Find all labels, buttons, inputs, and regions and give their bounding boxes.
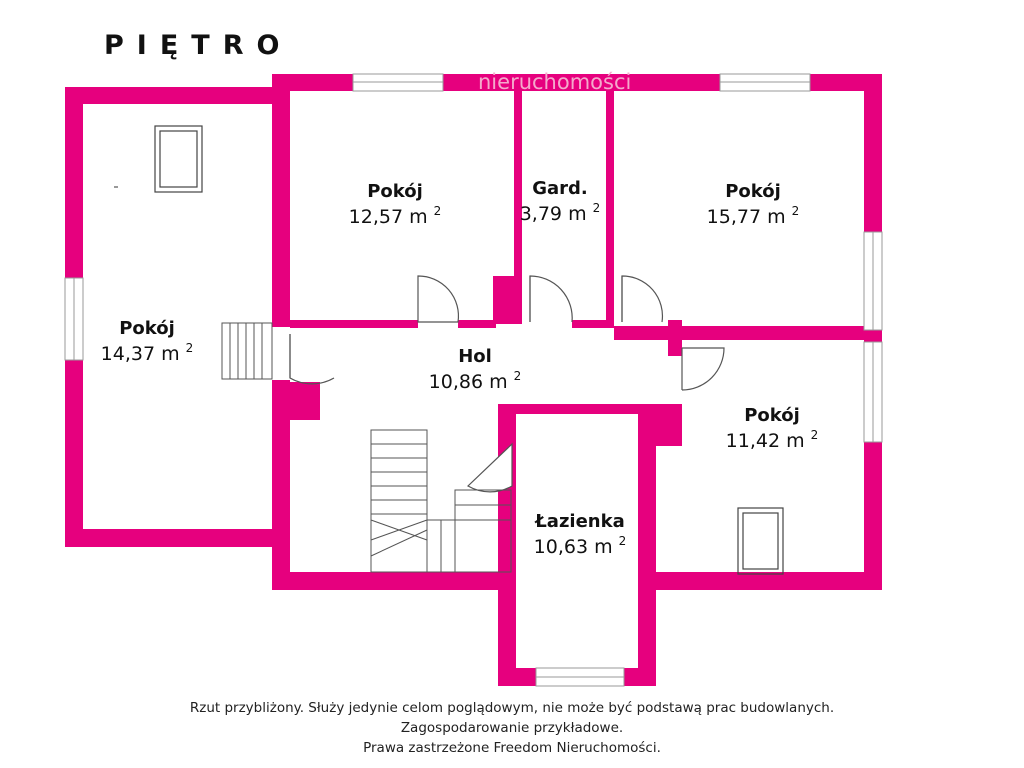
room-label-pokoj-2: Pokój 12,57 m $^2$ (348, 181, 442, 228)
stairs-main (371, 430, 511, 572)
stairs-left (222, 323, 272, 379)
watermark: nieruchomości (478, 70, 632, 94)
floor-title: PIĘTRO (104, 30, 293, 61)
room-label-pokoj-3: Pokój 15,77 m $^2$ (706, 181, 800, 228)
room-label-gard: Gard. 3,79 m $^2$ (519, 178, 601, 225)
room-label-hol: Hol 10,86 m $^2$ (428, 346, 522, 393)
disclaimer-line-2: Zagospodarowanie przykładowe. (400, 720, 624, 736)
disclaimer (0, 698, 1024, 758)
room-label-pokoj-1: Pokój 14,37 m $^2$ (100, 318, 194, 365)
room-label-lazienka: Łazienka 10,63 m $^2$ (533, 511, 627, 558)
room-label-pokoj-4: Pokój 11,42 m $^2$ (725, 405, 819, 452)
disclaimer-line-1: Rzut przybliżony. Służy jedynie celom poglądowym, nie może być podstawą prac budowlanych. (189, 700, 835, 716)
disclaimer-line-3: Prawa zastrzeżone Freedom Nieruchomości. (363, 740, 661, 756)
